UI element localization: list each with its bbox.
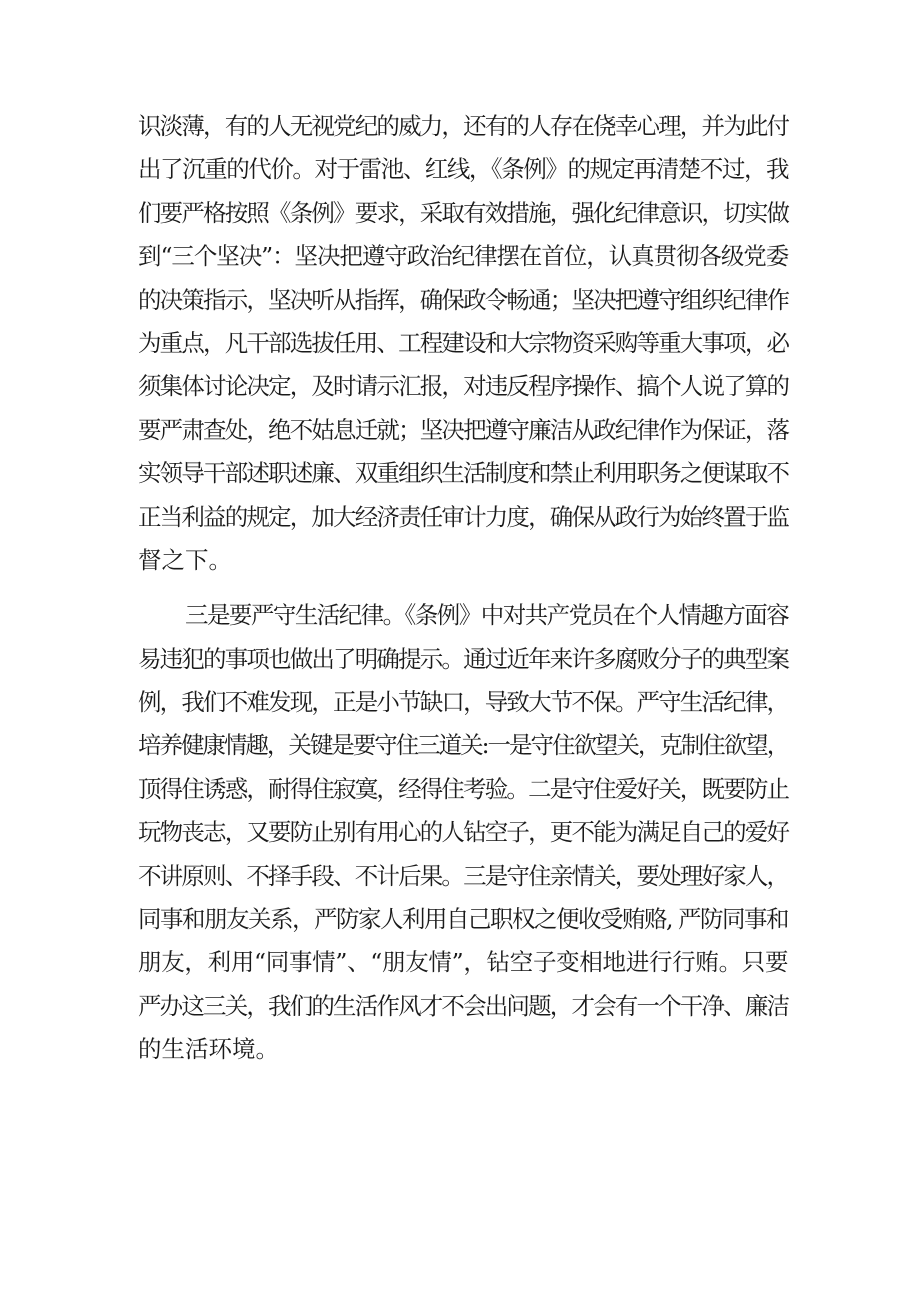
text-line: 不讲原则、不择手段、不计后果。三是守住亲情关，要处理好家人， [138, 861, 788, 890]
text-line: 们要严格按照《条例》要求，采取有效措施，强化纪律意识，切实做 [138, 198, 788, 227]
text-line: 到“三个坚决”：坚决把遵守政治纪律摆在首位，认真贯彻各级党委 [138, 242, 788, 271]
text-line: 要严肃查处，绝不姑息迁就；坚决把遵守廉洁从政纪律作为保证，落 [138, 415, 788, 444]
text-line: 出了沉重的代价。对于雷池、红线，《条例》的规定再清楚不过，我 [138, 155, 788, 184]
text-line: 例，我们不难发现，正是小节缺口，导致大节不保。严守生活纪律， [138, 688, 788, 717]
body-text [138, 105, 788, 1072]
text-line: 三是要严守生活纪律。《条例》中对共产党员在个人情趣方面容 [185, 601, 788, 630]
text-line: 实领导干部述职述廉、双重组织生活制度和禁止利用职务之便谋取不 [138, 459, 788, 488]
text-line: 同事和朋友关系，严防家人利用自己职权之便收受贿赂, 严防同事和 [138, 905, 788, 934]
paragraph-life-discipline [138, 594, 788, 1071]
paragraph-discipline-measures [138, 105, 788, 582]
text-line: 的生活环境。 [138, 1035, 279, 1064]
text-line: 严办这三关，我们的生活作风才不会出问题，才会有一个干净、廉洁 [138, 991, 788, 1020]
text-line: 顶得住诱惑，耐得住寂寞，经得住考验。二是守住爱好关，既要防止 [138, 774, 788, 803]
text-line: 识淡薄，有的人无视党纪的威力，还有的人存在侥幸心理，并为此付 [138, 112, 788, 140]
text-line: 督之下。 [138, 545, 232, 574]
paragraph-spacer [138, 582, 788, 594]
text-line: 易违犯的事项也做出了明确提示。通过近年来许多腐败分子的典型案 [138, 644, 788, 673]
text-line: 的决策指示，坚决听从指挥，确保政令畅通；坚决把遵守组织纪律作 [138, 285, 788, 314]
text-line: 培养健康情趣，关键是要守住三道关:一是守住欲望关，克制住欲望， [138, 731, 788, 760]
text-line: 玩物丧志，又要防止别有用心的人钻空子，更不能为满足自己的爱好 [138, 818, 788, 847]
text-line: 正当利益的规定，加大经济责任审计力度，确保从政行为始终置于监 [138, 502, 788, 531]
text-line: 须集体讨论决定，及时请示汇报，对违反程序操作、搞个人说了算的 [138, 372, 788, 401]
text-line: 朋友，利用“同事情”、“朋友情”，钻空子变相地进行行贿。只要 [138, 948, 788, 977]
text-line: 为重点，凡干部选拔任用、工程建设和大宗物资采购等重大事项，必 [138, 328, 788, 357]
